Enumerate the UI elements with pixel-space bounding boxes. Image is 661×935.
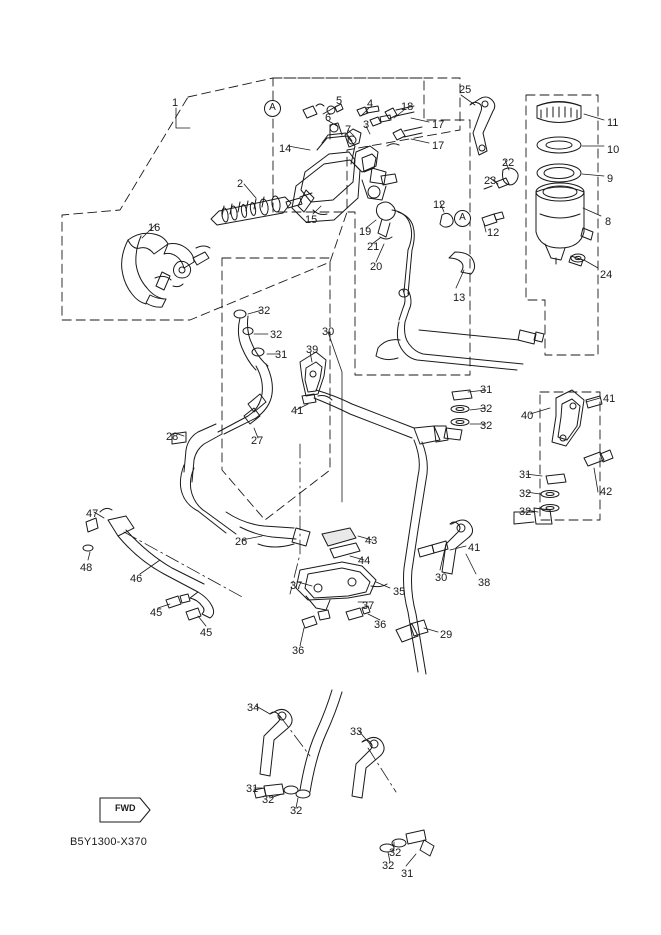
callout-number: 12: [433, 199, 446, 211]
callout-number: 44: [358, 555, 371, 567]
callout-number: 3: [363, 119, 370, 131]
callout-number: 45: [150, 607, 163, 619]
callout-number: 42: [600, 486, 613, 498]
group-outline-reservoir: [526, 95, 598, 355]
part-bracket-25: [470, 97, 495, 155]
callout-number: 32: [382, 860, 395, 872]
callout-number: 31: [401, 868, 414, 880]
callout-number: 36: [374, 619, 387, 631]
callout-number: 11: [607, 117, 619, 129]
fwd-label: FWD: [115, 803, 136, 813]
callout-number: 32: [270, 329, 283, 341]
callout-number: 37: [362, 600, 375, 612]
callout-number: 20: [370, 261, 383, 273]
callout-number: 43: [365, 535, 378, 547]
callout-number: 32: [258, 305, 271, 317]
part-hose-lower-left: [300, 690, 342, 792]
part-hose-upper-left: [172, 310, 296, 539]
callout-number: 32: [262, 794, 275, 806]
section-marker: A: [264, 100, 281, 117]
callout-number: 36: [292, 645, 305, 657]
callout-number: 32: [519, 488, 532, 500]
callout-number: 30: [322, 326, 335, 338]
callout-number: 17: [432, 140, 445, 152]
part-master-cylinder-body: [292, 123, 397, 222]
callout-number: 14: [279, 143, 292, 155]
callout-number: 6: [325, 112, 332, 124]
part-banjo-12: [440, 212, 504, 227]
callout-number: 48: [80, 562, 93, 574]
callout-number: 10: [607, 144, 620, 156]
part-plate-43: [322, 528, 360, 558]
section-marker: A: [454, 210, 471, 227]
part-bracket-34: [260, 709, 292, 776]
callout-number: 24: [600, 269, 613, 281]
callout-number: 32: [480, 420, 493, 432]
callout-number: 31: [519, 469, 532, 481]
callout-number: 39: [306, 344, 319, 356]
part-reservoir-gasket: [537, 164, 581, 182]
part-lever-assembly: [122, 233, 210, 307]
callout-number: 41: [468, 542, 481, 554]
part-hose-13: [449, 252, 475, 274]
part-bracket-39: [300, 352, 332, 404]
callout-number: 35: [393, 586, 406, 598]
callout-number: 40: [521, 410, 534, 422]
callout-number: 32: [389, 847, 402, 859]
part-reservoir-tank: [536, 183, 593, 266]
callout-number: 12: [487, 227, 500, 239]
callout-number: 21: [367, 241, 380, 253]
part-master-cylinder-kit: [211, 193, 312, 225]
callout-number: 22: [502, 157, 515, 169]
part-clip-47: [100, 508, 112, 512]
group-outline-upper-left: [62, 78, 460, 320]
callout-number: 2: [237, 178, 244, 190]
part-washer-stack-a: [451, 390, 472, 426]
callout-number: 33: [350, 726, 363, 738]
callout-number: 32: [290, 805, 303, 817]
callout-number: 18: [401, 101, 414, 113]
callout-number: 38: [478, 577, 491, 589]
part-reservoir-diaphragm: [537, 137, 581, 153]
callout-number: 25: [459, 84, 472, 96]
callout-number: 47: [86, 508, 99, 520]
part-hose-long-right: [376, 322, 544, 370]
callout-number: 7: [345, 124, 352, 136]
part-bracket-33: [352, 737, 384, 798]
callout-number: 16: [148, 222, 161, 234]
callout-number: 5: [336, 95, 343, 107]
callout-number: 19: [359, 226, 372, 238]
callout-number: 9: [607, 173, 614, 185]
callout-number: 1: [172, 97, 179, 109]
callout-number: 8: [605, 216, 612, 228]
part-hose-29: [380, 440, 434, 856]
callout-number: 46: [130, 573, 143, 585]
callout-number: 30: [435, 572, 448, 584]
callout-number: 37: [290, 580, 303, 592]
callout-number: 17: [432, 119, 445, 131]
callout-number: 31: [480, 384, 493, 396]
callout-number: 32: [480, 403, 493, 415]
callout-number: 15: [305, 214, 318, 226]
part-reservoir-cap: [537, 102, 581, 123]
callout-number: 41: [291, 405, 304, 417]
callout-number: 4: [367, 98, 374, 110]
callout-number: 31: [275, 349, 288, 361]
callout-number: 27: [251, 435, 264, 447]
callout-number: 32: [519, 506, 532, 518]
callout-number: 26: [235, 536, 248, 548]
callout-number: 29: [440, 629, 453, 641]
callout-number: 45: [200, 627, 213, 639]
callout-number: 41: [603, 393, 616, 405]
callout-number: 34: [247, 702, 260, 714]
part-code-label: B5Y1300-X370: [70, 836, 148, 848]
callout-number: 13: [453, 292, 466, 304]
callout-number: 28: [166, 431, 179, 443]
callout-number: 23: [484, 175, 497, 187]
part-hose-center: [314, 390, 462, 444]
group-outline-bracket-right: [540, 392, 600, 520]
callout-number: 31: [246, 783, 259, 795]
group-outline-hose-left: [222, 258, 330, 520]
